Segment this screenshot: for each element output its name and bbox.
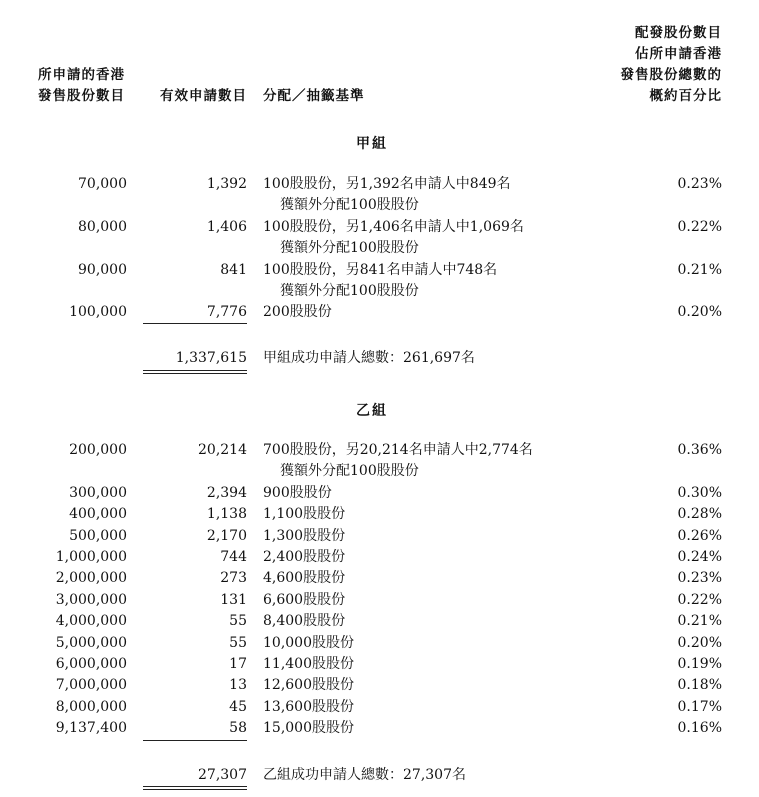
cell-allocation-basis — [263, 217, 524, 260]
header-allocation-basis — [263, 86, 365, 107]
cell-allocation-basis — [263, 611, 345, 632]
cell-valid-applications: 2,394 — [206, 484, 247, 501]
basis-line: 12,600股股份 — [263, 677, 354, 694]
cell-allocation-basis — [263, 697, 354, 718]
total-double-rule — [143, 370, 247, 371]
cell-shares-applied: 7,000,000 — [55, 677, 127, 694]
header-line: 概約百分比 — [649, 88, 722, 104]
cell-allocation-basis — [263, 590, 345, 611]
cell-shares-applied: 4,000,000 — [55, 613, 127, 630]
group-b-title: 乙組 — [356, 403, 388, 419]
cell-valid-applications: 1,406 — [206, 218, 247, 235]
cell-valid-applications: 2,170 — [206, 527, 247, 544]
cell-percentage: 0.24% — [677, 549, 722, 565]
basis-line: 100股股份，另1,406名申請人中1,069名 — [263, 218, 524, 235]
group-a-total-text: 甲組成功申請人總數：261,697名 — [263, 350, 475, 366]
basis-line: 1,100股股份 — [263, 506, 346, 523]
basis-line: 1,300股股份 — [263, 527, 346, 544]
cell-valid-applications: 1,392 — [206, 176, 247, 192]
header-line: 發售股份數目 — [38, 88, 125, 104]
subtotal-rule — [143, 740, 247, 741]
cell-shares-applied: 9,137,400 — [55, 720, 127, 737]
cell-allocation-basis — [263, 504, 345, 525]
cell-percentage: 0.22% — [677, 218, 722, 235]
basis-line: 10,000股股份 — [263, 634, 354, 651]
cell-valid-applications: 841 — [220, 261, 247, 278]
group-a-title: 甲組 — [356, 136, 388, 152]
basis-line: 6,600股股份 — [263, 591, 346, 608]
total-double-rule — [143, 786, 247, 787]
cell-percentage: 0.30% — [677, 484, 722, 501]
header-valid-applications — [160, 86, 247, 107]
basis-line: 獲額外分配100股股份 — [280, 240, 419, 257]
cell-allocation-basis — [263, 302, 332, 323]
cell-percentage: 0.28% — [677, 506, 722, 523]
cell-valid-applications: 744 — [220, 549, 247, 565]
cell-shares-applied: 8,000,000 — [55, 698, 127, 715]
cell-shares-applied: 80,000 — [78, 218, 127, 235]
basis-line: 獲額外分配100股股份 — [280, 283, 419, 299]
basis-line: 700股股份，另20,214名申請人中2,774名 — [263, 442, 533, 458]
basis-line: 11,400股股份 — [263, 656, 354, 672]
cell-percentage: 0.26% — [677, 527, 722, 544]
cell-allocation-basis — [263, 654, 354, 675]
cell-allocation-basis — [263, 526, 345, 547]
cell-valid-applications: 55 — [229, 634, 247, 651]
basis-line: 獲額外分配100股股份 — [280, 463, 419, 480]
cell-shares-applied: 90,000 — [78, 261, 127, 278]
cell-allocation-basis — [263, 174, 511, 217]
cell-valid-applications: 58 — [229, 720, 247, 737]
cell-shares-applied: 400,000 — [69, 506, 127, 523]
subtotal-rule — [143, 323, 247, 324]
cell-percentage: 0.20% — [677, 304, 722, 321]
header-shares-applied — [38, 65, 125, 107]
basis-line: 15,000股股份 — [263, 720, 354, 737]
cell-allocation-basis — [263, 633, 354, 654]
basis-line: 100股股份，另841名申請人中748名 — [263, 261, 498, 278]
cell-valid-applications: 1,138 — [206, 506, 247, 523]
header-line: 分配／抽籤基準 — [263, 88, 365, 104]
cell-valid-applications: 13 — [229, 677, 247, 694]
basis-line: 900股股份 — [263, 484, 332, 501]
total-double-rule — [143, 373, 247, 374]
group-b-total-text: 乙組成功申請人總數：27,307名 — [263, 767, 466, 783]
cell-percentage: 0.22% — [677, 591, 722, 608]
header-line: 佔所申請香港 — [635, 46, 722, 62]
basis-line: 2,400股股份 — [263, 549, 346, 565]
cell-percentage: 0.16% — [677, 720, 722, 737]
cell-valid-applications: 131 — [220, 591, 247, 608]
cell-allocation-basis — [263, 547, 345, 568]
cell-valid-applications: 55 — [229, 613, 247, 630]
cell-shares-applied: 1,000,000 — [55, 549, 127, 565]
cell-valid-applications: 273 — [220, 570, 247, 587]
cell-shares-applied: 300,000 — [69, 484, 127, 501]
cell-valid-applications: 17 — [229, 656, 247, 672]
cell-valid-applications: 20,214 — [198, 442, 247, 458]
cell-shares-applied: 500,000 — [69, 527, 127, 544]
cell-shares-applied: 3,000,000 — [55, 591, 127, 608]
cell-allocation-basis — [263, 568, 345, 589]
cell-shares-applied: 200,000 — [69, 442, 127, 458]
basis-line: 13,600股股份 — [263, 698, 354, 715]
basis-line: 8,400股股份 — [263, 613, 346, 630]
cell-percentage: 0.36% — [677, 442, 722, 458]
cell-allocation-basis — [263, 718, 354, 739]
cell-percentage: 0.23% — [677, 570, 722, 587]
cell-shares-applied: 70,000 — [78, 176, 127, 192]
basis-line: 獲額外分配100股股份 — [280, 197, 419, 214]
cell-percentage: 0.20% — [677, 634, 722, 651]
header-percentage — [621, 23, 723, 107]
group-a-total-applications: 1,337,615 — [175, 350, 247, 366]
header-line: 配發股份數目 — [635, 25, 722, 41]
basis-line: 100股股份，另1,392名申請人中849名 — [263, 176, 511, 192]
cell-shares-applied: 2,000,000 — [55, 570, 127, 587]
cell-percentage: 0.18% — [677, 677, 722, 694]
group-b-total-applications: 27,307 — [198, 767, 247, 783]
basis-line: 4,600股股份 — [263, 570, 346, 587]
header-line: 有效申請數目 — [160, 88, 247, 104]
cell-percentage: 0.17% — [677, 698, 722, 715]
cell-percentage: 0.23% — [677, 176, 722, 192]
cell-shares-applied: 100,000 — [69, 304, 127, 321]
cell-allocation-basis — [263, 260, 497, 303]
cell-allocation-basis — [263, 675, 354, 696]
cell-valid-applications: 7,776 — [206, 304, 247, 321]
total-double-rule — [143, 789, 247, 790]
cell-percentage: 0.19% — [677, 656, 722, 672]
cell-allocation-basis — [263, 440, 533, 483]
header-line: 發售股份總數的 — [620, 67, 722, 83]
cell-percentage: 0.21% — [677, 261, 722, 278]
header-line: 所申請的香港 — [38, 67, 125, 83]
cell-allocation-basis — [263, 483, 332, 504]
cell-shares-applied: 6,000,000 — [55, 656, 127, 672]
cell-valid-applications: 45 — [229, 698, 247, 715]
cell-percentage: 0.21% — [677, 613, 722, 630]
cell-shares-applied: 5,000,000 — [55, 634, 127, 651]
basis-line: 200股股份 — [263, 304, 332, 321]
